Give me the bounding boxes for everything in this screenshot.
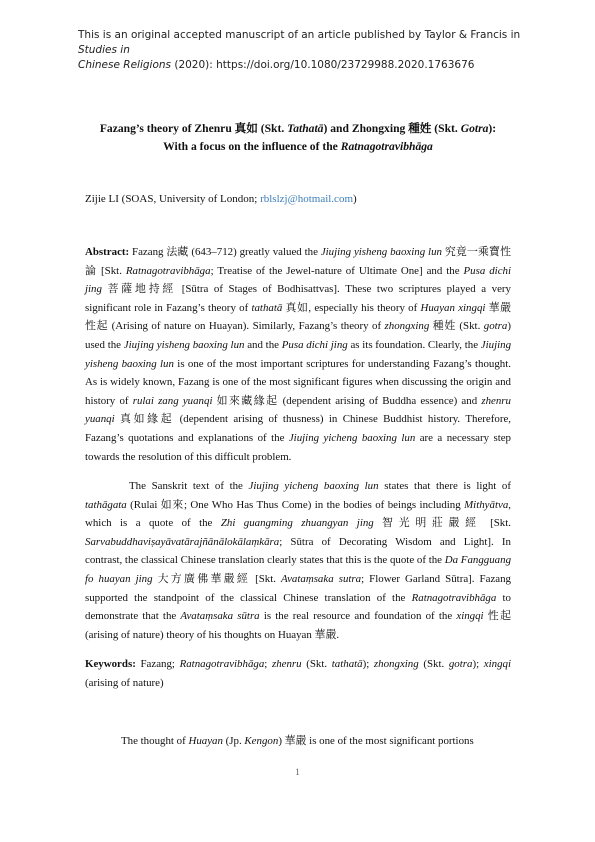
journal-name: Studies in bbox=[78, 44, 130, 56]
publication-notice bbox=[78, 28, 540, 73]
author-line: Zijie LI (SOAS, University of London; rblslzj@hotmail.com) bbox=[85, 193, 357, 205]
keywords-label: Keywords: bbox=[85, 658, 136, 670]
doi-text[interactable]: (2020): https://doi.org/10.1080/23729988.2020.1763676 bbox=[171, 59, 475, 71]
keywords-paragraph: Keywords: Fazang; Ratnagotravibhāga; zhenru (Skt. tathatā); zhongxing (Skt. gotra); xingqi (arising of nature) bbox=[85, 658, 511, 689]
journal-name-cont: Chinese Religions bbox=[78, 59, 172, 71]
author-email-link[interactable]: rblslzj@hotmail.com bbox=[260, 193, 353, 205]
abstract-paragraph-2: The Sanskrit text of the Jiujing yicheng baoxing lun states that there is light of tathāgata (Rulai 如來; One Who Has Thus Come) in the bodies of beings including Mithyātva, which is a quote of the Zhi guangming zhuangyan jing 智光明莊嚴經 [Skt. Sarvabuddhaviṣayāvatārajñānālokālaṃkāra; Sūtra of Decorating Wisdom and Light]. In contrast, the classical Chinese translation clearly states that this is the quote of the Da Fangguang fo huayan jing 大方廣佛華嚴經 [Skt. Avataṃsaka sutra; Flower Garland Sūtra]. Fazang supported the standpoint of the classical Chinese translation of the Ratnagotravibhāga to demonstrate that the Avataṃsaka sūtra is the real resource and foundation of the xingqi 性起 (arising of nature) theory of his thoughts on Huayan 華嚴. bbox=[85, 480, 512, 641]
page-number: 1 bbox=[295, 768, 300, 778]
body-intro-paragraph: The thought of Huayan (Jp. Kengon) 華嚴 is one of the most significant portions bbox=[121, 735, 474, 747]
abstract-label: Abstract: bbox=[85, 246, 130, 258]
abstract-paragraph: Abstract: Fazang 法藏 (643–712) greatly valued the Jiujing yisheng baoxing lun 究竟一乘寶性論 [Skt. Ratnagotravibhāga; Treatise of the Jewel-nature of Ultimate One] and the Pusa dichi jing 菩薩地持經 [Sūtra of Stages of Bodhisattvas]. These two scriptures played a very significant role in Fazang’s theory of tathatā 真如, especially his theory of Huayan xingqi 華嚴性起 (Arising of nature on Huayan). Similarly, Fazang’s theory of zhongxing 種姓 (Skt. gotra) used the Jiujing yisheng baoxing lun and the Pusa dichi jing as its foundation. Clearly, the Jiujing yisheng baoxing lun is one of the most important scriptures for understanding Fazang’s thought. As is widely known, Fazang is one of the most significant figures when discussing the origin and history of rulai zang yuanqi 如來藏緣起 (dependent arising of Buddha essence) and zhenru yuanqi 真如緣起 (dependent arising of thusness) in Chinese Buddhist history. Therefore, Fazang’s quotations and explanations of the Jiujing yicheng baoxing lun are a necessary step towards the resolution of this difficult problem. bbox=[85, 246, 512, 463]
paper-title: Fazang’s theory of Zhenru 真如 (Skt. Tathatā) and Zhongxing 種姓 (Skt. Gotra): With a focus on the influence of the Ratnagotravibhāga bbox=[99, 122, 497, 153]
notice-text: This is an original accepted manuscript of an article published by Taylor & Francis in bbox=[78, 29, 521, 41]
